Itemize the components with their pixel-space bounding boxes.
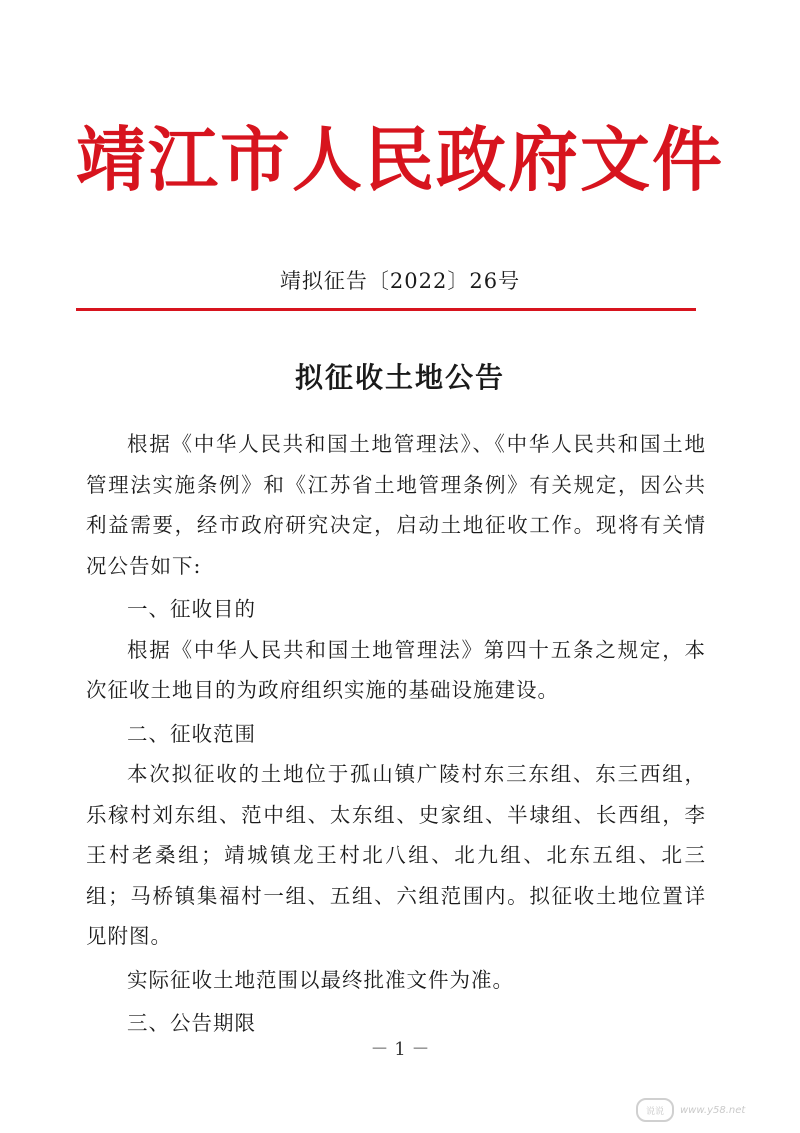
site-watermark — [636, 1097, 786, 1123]
section-heading-period: 三、公告期限 — [127, 1011, 256, 1035]
purpose-paragraph: 根据《中华人民共和国土地管理法》第四十五条之规定，本次征收土地目的为政府组织实施的基础设施建设。 — [86, 637, 706, 702]
page-number: － 1 － — [370, 1039, 430, 1060]
scope-note-paragraph: 实际征收土地范围以最终批准文件为准。 — [127, 967, 514, 992]
notice-title: 拟征收土地公告 — [294, 361, 505, 394]
masthead-title: 靖江市人民政府文件 — [76, 118, 724, 201]
notice-body — [86, 424, 706, 1044]
intro-paragraph: 根据《中华人民共和国土地管理法》、《中华人民共和国土地管理法实施条例》和《江苏省土地管理条例》有关规定，因公共利益需要，经市政府研究决定，启动土地征收工作。现将有关情况公告如下: — [86, 432, 706, 578]
watermark-logo-icon: 说说 — [636, 1098, 674, 1122]
scope-paragraph: 本次拟征收的土地位于孤山镇广陵村东三东组、东三西组，乐稼村刘东组、范中组、太东组、史家组、半埭组、长西组，李王村老桑组；靖城镇龙王村北八组、北九组、北东五组、北三组；马桥镇集福村一组、五组、六组范围内。拟征收土地位置详见附图。 — [86, 762, 706, 948]
watermark-url: www.y58.net — [680, 1104, 746, 1116]
section-heading-scope: 二、征收范围 — [127, 721, 256, 746]
document-number: 靖拟征告〔2022〕26号 — [279, 269, 521, 293]
red-separator-line — [76, 308, 696, 311]
section-heading-purpose: 一、征收目的 — [127, 597, 256, 621]
